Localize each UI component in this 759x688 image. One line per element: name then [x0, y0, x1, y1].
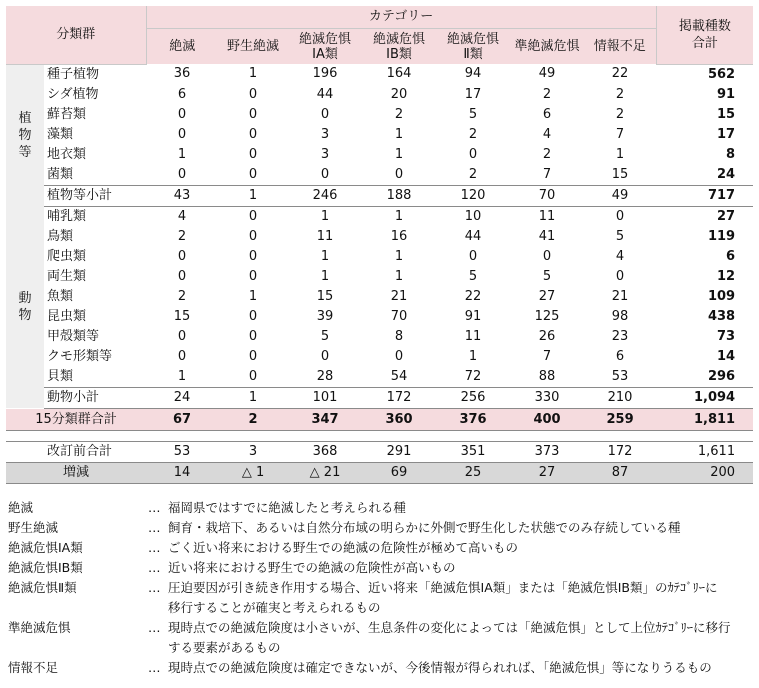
- legend-ellipsis: …: [148, 560, 161, 575]
- count-cell: 23: [611, 328, 629, 344]
- count-cell: 27: [510, 462, 584, 483]
- legend-item: [8, 558, 753, 578]
- count-cell: 88: [538, 368, 556, 384]
- count-cell: 210: [584, 387, 656, 408]
- count-cell: 0: [177, 328, 187, 344]
- legend-item: [8, 578, 753, 618]
- count-cell: 5: [542, 268, 552, 284]
- column-header-line2: ⅠB類: [386, 46, 412, 62]
- count-cell: 72: [464, 368, 482, 384]
- column-header-line1: 絶滅危惧: [447, 31, 500, 47]
- total-cell: 438: [707, 308, 736, 324]
- count-cell: 1: [615, 146, 625, 162]
- table-row-label: 蘚苔類: [47, 106, 87, 122]
- count-cell: 1: [394, 126, 404, 142]
- count-cell: 22: [611, 66, 629, 82]
- table-row-label: 昆虫類: [47, 308, 87, 324]
- total-cell: 717: [656, 185, 753, 206]
- count-cell: 26: [538, 328, 556, 344]
- count-cell: 4: [615, 248, 625, 264]
- count-cell: 53: [146, 441, 218, 462]
- legend-description-line: 移行することが確実と考えられるもの: [168, 600, 381, 615]
- legend-term: 絶滅: [8, 500, 34, 515]
- grand-total-row: [6, 408, 753, 430]
- legend-description-line: 現時点での絶滅危険度は小さいが、生息条件の変化によっては「絶滅危惧」として上位ｶﾃｺﾞﾘｰに移行: [168, 620, 731, 635]
- count-cell: 0: [177, 126, 187, 142]
- legend-description-line: する要素があるもの: [168, 640, 281, 655]
- count-cell: 2: [542, 86, 552, 102]
- column-header-line2: Ⅱ類: [463, 46, 483, 62]
- spacer-row: [6, 430, 753, 441]
- column-header: [436, 29, 510, 65]
- count-cell: 2: [615, 86, 625, 102]
- legend-ellipsis: …: [148, 540, 161, 555]
- count-cell: 17: [464, 86, 482, 102]
- header-total-line1: 掲載種数: [678, 18, 731, 34]
- table-row: [6, 145, 753, 165]
- count-cell: 4: [542, 126, 552, 142]
- total-cell: 17: [717, 126, 736, 142]
- total-cell: 1,094: [656, 387, 753, 408]
- legend-term: 野生絶滅: [8, 520, 59, 535]
- count-cell: 0: [177, 248, 187, 264]
- legend-description: [168, 618, 753, 658]
- count-cell: 67: [146, 408, 218, 430]
- count-cell: 54: [390, 368, 408, 384]
- table-row-label: 地衣類: [47, 146, 87, 162]
- count-cell: 87: [584, 462, 656, 483]
- total-cell: 1,811: [656, 408, 753, 430]
- count-cell: 5: [615, 228, 625, 244]
- total-cell: 109: [707, 288, 736, 304]
- count-cell: 196: [312, 66, 338, 82]
- count-cell: 22: [464, 288, 482, 304]
- table-row-label: 哺乳類: [47, 208, 87, 224]
- count-cell: 1: [394, 146, 404, 162]
- legend-term: 絶滅危惧ⅠB類: [8, 560, 83, 575]
- count-cell: 1: [320, 248, 330, 264]
- count-cell: 291: [362, 441, 436, 462]
- count-cell: 0: [248, 86, 258, 102]
- count-cell: 330: [510, 387, 584, 408]
- count-cell: 368: [288, 441, 362, 462]
- category-legend: [8, 498, 753, 678]
- count-cell: 7: [542, 348, 552, 364]
- count-cell: 15: [173, 308, 191, 324]
- count-cell: 0: [177, 348, 187, 364]
- count-cell: 101: [288, 387, 362, 408]
- count-cell: 44: [464, 228, 482, 244]
- table-row-label: 貝類: [47, 368, 74, 384]
- table-row: [6, 287, 753, 307]
- table-row: [6, 367, 753, 388]
- count-cell: 0: [615, 268, 625, 284]
- table-row-label: クモ形類等: [47, 348, 113, 364]
- count-cell: 4: [177, 208, 187, 224]
- count-cell: 5: [468, 106, 478, 122]
- count-cell: 0: [248, 368, 258, 384]
- legend-term: 準絶滅危惧: [8, 620, 71, 635]
- count-cell: 2: [218, 408, 288, 430]
- count-cell: 2: [468, 126, 478, 142]
- count-cell: 0: [177, 166, 187, 182]
- count-cell: 69: [362, 462, 436, 483]
- table-row: [6, 267, 753, 287]
- count-cell: 98: [611, 308, 629, 324]
- count-cell: 376: [436, 408, 510, 430]
- count-cell: 0: [177, 268, 187, 284]
- total-cell: 14: [717, 348, 736, 364]
- column-header-line1: 絶滅危惧: [299, 31, 352, 47]
- count-cell: 1: [218, 185, 288, 206]
- legend-description: [168, 658, 753, 678]
- count-cell: 125: [534, 308, 560, 324]
- count-cell: 21: [390, 288, 408, 304]
- count-cell: 164: [386, 66, 412, 82]
- table-row: [6, 307, 753, 327]
- count-cell: 0: [248, 166, 258, 182]
- count-cell: 3: [320, 146, 330, 162]
- column-header: [584, 29, 656, 65]
- count-cell: 0: [320, 106, 330, 122]
- count-cell: 0: [248, 228, 258, 244]
- count-cell: 1: [248, 66, 258, 82]
- table-row: [6, 125, 753, 145]
- legend-description: [168, 498, 753, 518]
- total-cell: 27: [717, 208, 736, 224]
- count-cell: 1: [394, 208, 404, 224]
- legend-term: 絶滅危惧Ⅱ類: [8, 580, 77, 595]
- table-row-label: 藻類: [47, 126, 74, 142]
- count-cell: 2: [468, 166, 478, 182]
- legend-description-line: 飼育・栽培下、あるいは自然分布域の明らかに外側で野生化した状態でのみ存続している種: [168, 520, 681, 535]
- legend-item: [8, 518, 753, 538]
- previous-total-row: [6, 441, 753, 462]
- column-header: [288, 29, 362, 65]
- table-row: [6, 347, 753, 367]
- count-cell: 1: [394, 248, 404, 264]
- previous-total-spacer: [6, 441, 44, 462]
- count-cell: 360: [362, 408, 436, 430]
- count-cell: 20: [390, 86, 408, 102]
- count-cell: 0: [248, 106, 258, 122]
- count-cell: 7: [542, 166, 552, 182]
- animals-subtotal-row: [6, 387, 753, 408]
- count-cell: 0: [248, 248, 258, 264]
- species-count-table: [6, 6, 753, 484]
- plants-subtotal-row: [6, 185, 753, 206]
- table-row-label: 爬虫類: [47, 248, 87, 264]
- count-cell: 8: [394, 328, 404, 344]
- count-cell: 1: [468, 348, 478, 364]
- total-cell: 8: [726, 146, 736, 162]
- table-row-label: 甲殻類等: [47, 328, 100, 344]
- count-cell: 351: [436, 441, 510, 462]
- count-cell: 0: [394, 166, 404, 182]
- count-cell: 70: [390, 308, 408, 324]
- count-cell: 188: [362, 185, 436, 206]
- legend-ellipsis: …: [148, 580, 161, 595]
- legend-description: [168, 538, 753, 558]
- difference-row-label: 増減: [6, 462, 146, 483]
- column-header: [510, 29, 584, 65]
- count-cell: 70: [510, 185, 584, 206]
- count-cell: 10: [464, 208, 482, 224]
- column-header: [146, 29, 218, 65]
- count-cell: 0: [468, 146, 478, 162]
- count-cell: 373: [510, 441, 584, 462]
- count-cell: △ 21: [288, 462, 362, 483]
- count-cell: 1: [320, 268, 330, 284]
- count-cell: 1: [177, 146, 187, 162]
- total-cell: 200: [656, 462, 753, 483]
- total-cell: 15: [717, 106, 736, 122]
- column-header-line1: 野生絶滅: [227, 39, 280, 54]
- count-cell: 43: [146, 185, 218, 206]
- legend-description-line: 近い将来における野生での絶滅の危険性が高いもの: [168, 560, 456, 575]
- header-category: カテゴリー: [146, 6, 656, 29]
- count-cell: 15: [316, 288, 334, 304]
- count-cell: 21: [611, 288, 629, 304]
- column-header-line1: 情報不足: [593, 39, 646, 54]
- table-row: [6, 327, 753, 347]
- table-row-label: 魚類: [47, 288, 74, 304]
- count-cell: 49: [584, 185, 656, 206]
- count-cell: 11: [538, 208, 556, 224]
- table-row: [6, 247, 753, 267]
- legend-ellipsis: …: [148, 520, 161, 535]
- legend-description-line: ごく近い将来における野生での絶滅の危険性が極めて高いもの: [168, 540, 519, 555]
- column-header-line1: 絶滅危惧: [373, 31, 426, 47]
- count-cell: 7: [615, 126, 625, 142]
- count-cell: 1: [320, 208, 330, 224]
- count-cell: 3: [218, 441, 288, 462]
- count-cell: 0: [320, 166, 330, 182]
- total-cell: 296: [707, 368, 736, 384]
- column-header-line2: ⅠA類: [312, 46, 338, 62]
- total-cell: 91: [717, 86, 736, 102]
- count-cell: 0: [248, 146, 258, 162]
- count-cell: 5: [320, 328, 330, 344]
- column-header-line1: 絶滅: [169, 39, 196, 54]
- count-cell: 16: [390, 228, 408, 244]
- count-cell: 2: [542, 146, 552, 162]
- count-cell: 15: [611, 166, 629, 182]
- legend-description-line: 圧迫要因が引き続き作用する場合、近い将来「絶滅危惧ⅠA類」または「絶滅危惧ⅠB類」のｶﾃｺﾞﾘｰに: [168, 580, 718, 595]
- count-cell: 41: [538, 228, 556, 244]
- count-cell: △ 1: [218, 462, 288, 483]
- count-cell: 0: [248, 126, 258, 142]
- legend-description: [168, 578, 753, 618]
- total-cell: 1,611: [656, 441, 753, 462]
- column-header: [218, 29, 288, 65]
- table-row-label: 菌類: [47, 166, 74, 182]
- count-cell: 172: [362, 387, 436, 408]
- legend-term: 情報不足: [8, 660, 59, 675]
- legend-description-line: 現時点での絶滅危険度は確定できないが、今後情報が得られれば、「絶滅危惧」等になりうるもの: [168, 660, 712, 675]
- difference-row: [6, 462, 753, 483]
- legend-description: [168, 518, 753, 538]
- count-cell: 0: [394, 348, 404, 364]
- table-row-label: 両生類: [47, 268, 87, 284]
- previous-total-row-label: 改訂前合計: [44, 441, 146, 462]
- count-cell: 36: [173, 66, 191, 82]
- animals-subtotal-row-label: 動物小計: [44, 387, 146, 408]
- total-cell: 562: [707, 66, 736, 82]
- total-cell: 24: [717, 166, 736, 182]
- count-cell: 14: [146, 462, 218, 483]
- legend-item: [8, 658, 753, 678]
- count-cell: 6: [177, 86, 187, 102]
- total-cell: 73: [717, 328, 736, 344]
- count-cell: 256: [436, 387, 510, 408]
- count-cell: 0: [248, 208, 258, 224]
- total-cell: 6: [726, 248, 736, 264]
- count-cell: 11: [464, 328, 482, 344]
- table-row: [6, 105, 753, 125]
- table-row: [6, 165, 753, 186]
- column-header: [362, 29, 436, 65]
- count-cell: 27: [538, 288, 556, 304]
- count-cell: 0: [248, 268, 258, 284]
- count-cell: 0: [615, 208, 625, 224]
- count-cell: 2: [177, 288, 187, 304]
- legend-ellipsis: …: [148, 660, 161, 675]
- count-cell: 0: [248, 328, 258, 344]
- count-cell: 44: [316, 86, 334, 102]
- count-cell: 0: [248, 348, 258, 364]
- plants-subtotal-row-label: 植物等小計: [44, 185, 146, 206]
- total-cell: 119: [707, 228, 736, 244]
- count-cell: 1: [248, 288, 258, 304]
- count-cell: 0: [177, 106, 187, 122]
- table-row: [6, 206, 753, 227]
- count-cell: 1: [218, 387, 288, 408]
- legend-description: [168, 558, 753, 578]
- count-cell: 91: [464, 308, 482, 324]
- count-cell: 6: [615, 348, 625, 364]
- count-cell: 2: [177, 228, 187, 244]
- table-row: [6, 64, 753, 85]
- column-header-line1: 準絶滅危惧: [514, 39, 580, 54]
- count-cell: 0: [248, 308, 258, 324]
- count-cell: 120: [436, 185, 510, 206]
- table-row-label: シダ植物: [47, 86, 99, 102]
- header-total-line2: 合計: [691, 35, 718, 51]
- table-row-label: 種子植物: [47, 66, 100, 82]
- legend-ellipsis: …: [148, 620, 161, 635]
- table-row-label: 鳥類: [47, 228, 74, 244]
- count-cell: 2: [615, 106, 625, 122]
- count-cell: 6: [542, 106, 552, 122]
- legend-item: [8, 538, 753, 558]
- legend-description-line: 福岡県ではすでに絶滅したと考えられる種: [168, 500, 406, 515]
- table-row: [6, 227, 753, 247]
- count-cell: 28: [316, 368, 334, 384]
- count-cell: 49: [538, 66, 556, 82]
- table-row: [6, 85, 753, 105]
- count-cell: 11: [316, 228, 334, 244]
- count-cell: 1: [394, 268, 404, 284]
- count-cell: 246: [288, 185, 362, 206]
- count-cell: 0: [320, 348, 330, 364]
- count-cell: 25: [436, 462, 510, 483]
- legend-item: [8, 618, 753, 658]
- count-cell: 3: [320, 126, 330, 142]
- header-total: [656, 6, 753, 64]
- count-cell: 24: [146, 387, 218, 408]
- header-classification: 分類群: [6, 6, 146, 64]
- count-cell: 1: [177, 368, 187, 384]
- count-cell: 94: [464, 66, 482, 82]
- legend-term: 絶滅危惧ⅠA類: [8, 540, 83, 555]
- count-cell: 39: [316, 308, 334, 324]
- count-cell: 259: [584, 408, 656, 430]
- count-cell: 0: [468, 248, 478, 264]
- legend-item: [8, 498, 753, 518]
- total-cell: 12: [717, 268, 736, 284]
- count-cell: 0: [542, 248, 552, 264]
- count-cell: 400: [510, 408, 584, 430]
- legend-ellipsis: …: [148, 500, 161, 515]
- count-cell: 172: [584, 441, 656, 462]
- count-cell: 5: [468, 268, 478, 284]
- count-cell: 53: [611, 368, 629, 384]
- count-cell: 347: [288, 408, 362, 430]
- count-cell: 2: [394, 106, 404, 122]
- animals-group-label: 動 物: [6, 206, 44, 408]
- grand-total-row-label: 15分類群合計: [6, 408, 146, 430]
- plants-group-label: 植 物 等: [6, 64, 44, 206]
